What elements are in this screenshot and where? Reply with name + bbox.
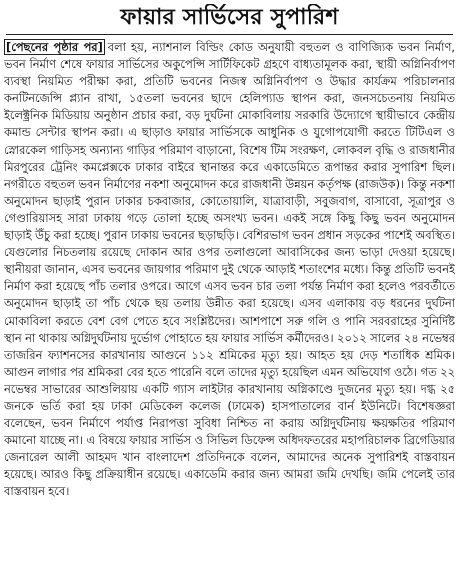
article-body-text: বলা হয়, ন্যাশনাল বিল্ডিং কোড অনুযায়ী বহুতল ও বাণিজ্যিক ভবন নির্মাণ, ভবন নির্মাণ শেষে ফায়ার সার্ভিসের অকুপেন্সি সার্টিফিকেট গ্রহণে বাধ্যতামূলক করা, স্থায়ী অগ্নিনির্বাপণ ব্যবস্থা নিয়মিত পরীক্ষা করা, প্রতিটি ভবনের নিজস্ব অগ্নিনির্বাপণ ও উদ্ধার কার্যক্রম পরিচালনার কনটিনজেন্সি প্ল্যান রাখা, ১৫তলা ভবনের ছাদে হেলিপ্যাড স্থাপন করা, জনসচেতনায় নিয়মিত ইলেক্ট্রনিক মিডিয়ায় অনুষ্ঠান প্রচার করা, বড় দুর্ঘটনা মোকাবিলায় সরকারি উদ্যোগে স্থায়ীভাবে কেন্দ্রীয় কমান্ড সেন্টার স্থাপন করা। এ ছাড়াও ফায়ার সার্ভিসকে আধুনিক ও যুগোপযোগী করতে টিটিএল ও স্নোরকেল গাড়িসহ অন্যান্য গাড়ির পরিমাণ বাড়ানো, বিশেষ টিম সংরক্ষণ, লোকবল বৃদ্ধি ও রাজধানীর মিরপুরের ট্রেনিং কমপ্লেক্সকে ঢাকার বাইরে স্থানান্তর করে একাডেমিতে রূপান্তর করার সুপারিশ ছিল। নগরীতে বহুতল ভবন নির্মাণের নকশা অনুমোদন করে রাজধানী উন্নয়ন কর্তৃপক্ষ (রাজউক)। কিন্তু নকশা অনুমোদন ছাড়াই পুরান ঢাকার চকবাজার, কোতোয়ালি, যাত্রাবাড়ী, সবুজবাগ, বাসাবো, সূত্রাপুর ও গেণ্ডারিয়াসহ সারা ঢাকায় গড়ে তোলা হচ্ছে অসংখ্য ভবন। একই সঙ্গে কিছু কিছু ভবন অনুমোদন ছাড়াই উঁচু করা হচ্ছে। পুরান ঢাকায় ভবনের ছড়াছড়ি। বেশিরভাগ ভবন প্রধান সড়কের পাশেই অবস্থিত। যেগুলোর নিচতলায় রয়েছে দোকান আর ওপর তলাগুলো আবাসিকের জন্য ভাড়া দেওয়া হয়েছে। স্থানীয়রা জানান, এসব ভবনের জায়গার পরিমাণ দুই থেকে আড়াই শতাংশের মধ্যে। কিন্তু প্রতিটি ভবনই নির্মাণ করা হয়েছে পাঁচ তলার ওপরে। আগে এসব ভবন চার তলা পর্যন্ত নির্মাণ করা হলেও পরবর্তীতে অনুমোদন ছাড়াই তা পাঁচ থেকে ছয় তলায় উন্নীত করা হয়েছে। এসব এলাকায় বড় ধরনের দুর্ঘটনা মোকাবিলা করতে বেশ বেগ পেতে হবে সংশ্লিষ্টদের। আশপাশে সরু গলি ও পানি সরবরাহের সুনির্দিষ্ট স্থান না থাকায় অগ্নিদুর্ঘটনায় দুর্ভোগ পোহাতে হয় ফায়ার সার্ভিস কর্মীদেরও। ২০১২ সালের ২৪ নভেম্বর তাজরিন ফ্যাশনসের কারখানায় আগুনে ১১২ শ্রমিকের মৃত্যু হয়। আহত হয় দেড় শতাধিক শ্রমিক। আগুন লাগার পর শ্রমিকরা বের হতে পারেনি বলে তাদের মৃত্যু হয়েছিল এমন অভিযোগ ওঠে। গত ২২ নভেম্বর সাভারের আশুলিয়ায় একটি গ্যাস লাইটার কারখানায় অগ্নিকাণ্ডে দুজনের মৃত্যু হয়। দগ্ধ ২৫ জনকে ভর্তি করা হয় ঢাকা মেডিকেল কলেজ (ঢামেক) হাসপাতালের বার্ন ইউনিটে। বিশেষজ্ঞরা বলেছেন, ভবন নির্মাণে পর্যাপ্ত নিরাপত্তা সুবিধা নিশ্চিত না করায় অগ্নিদুর্ঘটনায় ক্ষয়ক্ষতির পরিমাণ কমানো যাচ্ছে না। এ বিষয়ে ফায়ার সার্ভিস ও সিভিল ডিফেন্স অধিদফতরের মহাপরিচালক ব্রিগেডিয়ার জেনারেল আলী আহমদ খান বাংলাদেশ প্রতিদিনকে বলেন, আমাদের অনেক সুপারিশই বাস্তবায়ন হয়েছে। আরও কিছু প্রক্রিয়াধীন রয়েছে। একাডেমি করার জন্য আমরা জমি দেখছি। জমি পেলেই তার বাস্তবায়ন হবে। [4, 40, 455, 499]
continued-from-previous-page-tag: [পেছনের পৃষ্ঠার পর] [6, 40, 103, 54]
article-headline: ফায়ার সার্ভিসের সুপারিশ [6, 4, 453, 35]
article-body [4, 39, 455, 563]
